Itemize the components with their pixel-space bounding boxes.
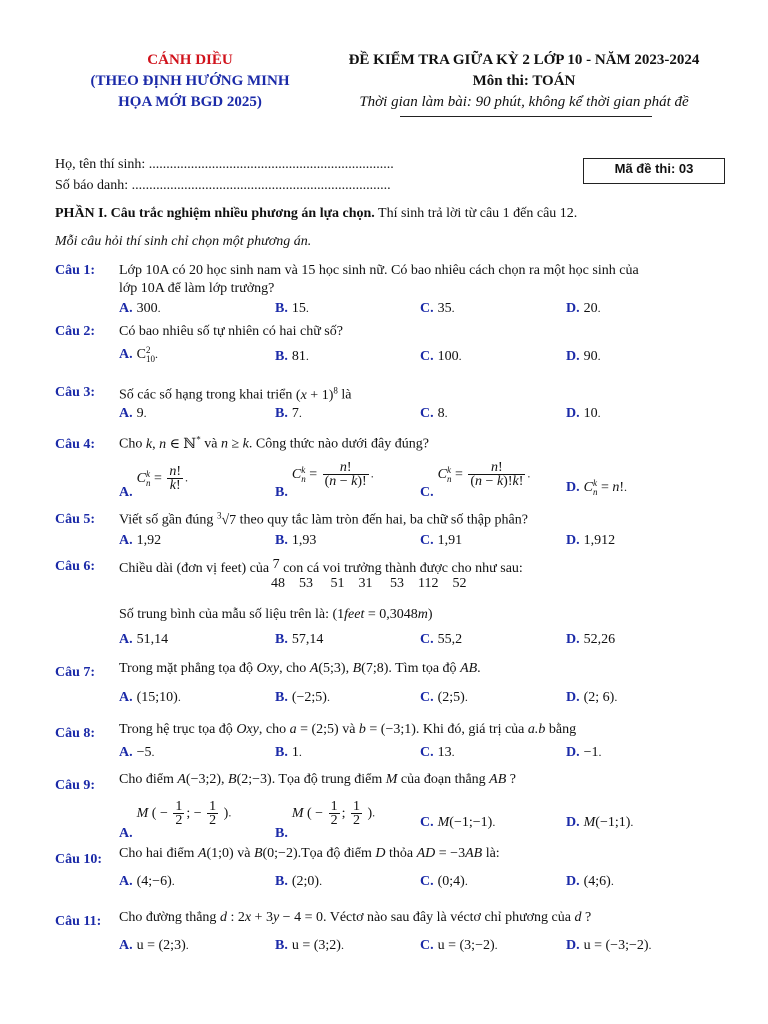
exam-title: ĐỀ KIỂM TRA GIỮA KỲ 2 LỚP 10 - NĂM 2023-2024	[348, 52, 700, 68]
q8-option-a[interactable]: A. −5.	[119, 745, 155, 760]
q2-option-b[interactable]: B. 81.	[275, 349, 309, 364]
q10-option-d[interactable]: D. (4;6).	[566, 874, 614, 889]
part1-note: Mỗi câu hỏi thí sinh chỉ chọn một phương án.	[55, 234, 312, 249]
q11-option-c[interactable]: C. u = (3;−2).	[420, 938, 498, 953]
q5-number: Câu 5:	[55, 512, 96, 527]
q6-number: Câu 6:	[55, 559, 96, 574]
q11-option-a[interactable]: A. u = (2;3).	[119, 938, 189, 953]
student-id-line: Số báo danh: ..........................................................................	[55, 178, 391, 193]
q4-number: Câu 4:	[55, 437, 96, 452]
q2-option-a[interactable]: A. C 2 10 .	[119, 345, 158, 364]
q3-option-a[interactable]: A. 9.	[119, 406, 147, 421]
q1-option-d[interactable]: D. 20.	[566, 301, 601, 316]
q6-option-d[interactable]: D. 52,26	[566, 632, 616, 647]
q5-text: Viết số gần đúng $^3$√7 theo quy tắc làm tròn đến hai, ba chữ số thập phân?	[119, 510, 528, 528]
q5-option-a[interactable]: A. 1,92	[119, 533, 162, 548]
exam-code: Mã đề thi: 03	[614, 161, 694, 176]
q1-text-line2: lớp 10A để làm lớp trưởng?	[119, 281, 275, 296]
part1-heading	[55, 206, 577, 222]
q3-option-c[interactable]: C. 8.	[420, 406, 448, 421]
q10-number: Câu 10:	[55, 852, 103, 867]
q4-option-c[interactable]: C.C k n = $\frac{n!}{(n - k)!k!}$ .	[420, 460, 531, 500]
q2-option-c[interactable]: C. 100.	[420, 349, 462, 364]
q2-text: Có bao nhiêu số tự nhiên có hai chữ số?	[119, 324, 343, 339]
part1-title: PHẦN I. Câu trắc nghiệm nhiều phương án lựa chọn.	[55, 206, 375, 221]
q4-text: Cho k, n ∈ ℕ* và n ≥ k. Công thức nào dưới đây đúng?	[119, 434, 429, 452]
q6-option-b[interactable]: B. 57,14	[275, 632, 324, 647]
q6-option-c[interactable]: C. 55,2	[420, 632, 463, 647]
publisher-subtitle-1: (THEO ĐỊNH HƯỚNG MINH	[90, 73, 290, 89]
q3-number: Câu 3:	[55, 385, 96, 400]
q8-option-c[interactable]: C. 13.	[420, 745, 455, 760]
q6-option-a[interactable]: A. 51,14	[119, 632, 169, 647]
q4-option-b[interactable]: B.C k n = $\frac{n!}{(n - k)!}$ .	[275, 460, 374, 500]
q5-option-b[interactable]: B. 1,93	[275, 533, 317, 548]
exam-duration: Thời gian làm bài: 90 phút, không kể thời gian phát đề	[359, 94, 689, 110]
q1-text: Lớp 10A có 20 học sinh nam và 15 học sinh nữ. Có bao nhiêu cách chọn ra một học sinh của	[119, 263, 639, 278]
q5-option-c[interactable]: C. 1,91	[420, 533, 463, 548]
exam-subject: Môn thi: TOÁN	[472, 73, 576, 89]
q7-option-d[interactable]: D. (2; 6).	[566, 690, 618, 705]
q10-option-c[interactable]: C. (0;4).	[420, 874, 468, 889]
q11-number: Câu 11:	[55, 914, 102, 929]
q11-option-b[interactable]: B. u = (3;2).	[275, 938, 344, 953]
q7-option-b[interactable]: B. (−2;5).	[275, 690, 330, 705]
q2-number: Câu 2:	[55, 324, 96, 339]
q8-option-b[interactable]: B. 1.	[275, 745, 302, 760]
q9-option-c[interactable]: C. M(−1;−1).	[420, 815, 496, 830]
q2-option-d[interactable]: D. 90.	[566, 349, 601, 364]
q7-number: Câu 7:	[55, 665, 96, 680]
q10-option-b[interactable]: B. (2;0).	[275, 874, 323, 889]
q5-option-d[interactable]: D. 1,912	[566, 533, 616, 548]
q1-number: Câu 1:	[55, 263, 96, 278]
q11-text: Cho đường thẳng d : 2x + 3y − 4 = 0. Véctơ nào sau đây là véctơ chỉ phương của d ?	[119, 910, 592, 925]
q4-option-a[interactable]: A.C k n = $\frac{n!}{k!}$ .	[119, 464, 189, 500]
q1-option-a[interactable]: A. 300.	[119, 301, 161, 316]
q3-option-d[interactable]: D. 10.	[566, 406, 601, 421]
q9-option-d[interactable]: D. M(−1;1).	[566, 815, 634, 830]
q9-text: Cho điểm A(−3;2), B(2;−3). Tọa độ trung điểm M của đoạn thẳng AB ?	[119, 772, 516, 787]
q6-text-line2: Số trung bình của mẫu số liệu trên là: (1feet = 0,3048m)	[119, 607, 433, 622]
q8-number: Câu 8:	[55, 726, 96, 741]
publisher-subtitle-2: HỌA MỚI BGD 2025)	[118, 94, 262, 110]
header-right	[320, 50, 728, 113]
q9-number: Câu 9:	[55, 778, 96, 793]
q9-option-b[interactable]: B.M ( − $\frac{1}{2}$ ; $\frac{1}{2}$ ).	[275, 799, 376, 841]
q11-option-d[interactable]: D. u = (−3;−2).	[566, 938, 652, 953]
student-name-line: Họ, tên thí sinh: ......................................................................	[55, 157, 394, 172]
q3-text: Số các số hạng trong khai triển $(x + 1)^8$ là	[119, 385, 352, 403]
q7-text: Trong mặt phẳng tọa độ Oxy, cho A(5;3), B(7;8). Tìm tọa độ AB.	[119, 661, 481, 676]
q3-option-b[interactable]: B. 7.	[275, 406, 302, 421]
q8-text: Trong hệ trục tọa độ Oxy, cho a = (2;5) và b = (−3;1). Khi đó, giá trị của a.b bằng	[119, 722, 577, 737]
q10-text: Cho hai điểm A(1;0) và B(0;−2).Tọa độ điểm D thỏa AD = −3AB là:	[119, 846, 500, 861]
header-rule	[400, 116, 652, 117]
exam-code-box	[583, 158, 725, 184]
q4-option-d[interactable]: D. C k n = n!.	[566, 478, 628, 497]
q6-data-row: 48 53 51 31 53 112 52	[271, 576, 467, 591]
q1-option-b[interactable]: B. 15.	[275, 301, 309, 316]
header-left	[60, 50, 320, 113]
q6-text: Chiều dài (đơn vị feet) của 7 con cá voi trưởng thành được cho như sau:	[119, 557, 523, 576]
publisher-title: CÁNH DIỀU	[147, 52, 233, 68]
part1-instruction: Thí sinh trả lời từ câu 1 đến câu 12.	[374, 206, 578, 221]
q3-expression: $(x + 1)^8$	[295, 385, 338, 403]
q7-option-c[interactable]: C. (2;5).	[420, 690, 468, 705]
q1-option-c[interactable]: C. 35.	[420, 301, 455, 316]
q10-option-a[interactable]: A. (4;−6).	[119, 874, 175, 889]
q9-option-a[interactable]: A.M ( − $\frac{1}{2}$ ; − $\frac{1}{2}$ ).	[119, 799, 232, 841]
q8-option-d[interactable]: D. −1.	[566, 745, 602, 760]
q7-option-a[interactable]: A. (15;10).	[119, 690, 181, 705]
